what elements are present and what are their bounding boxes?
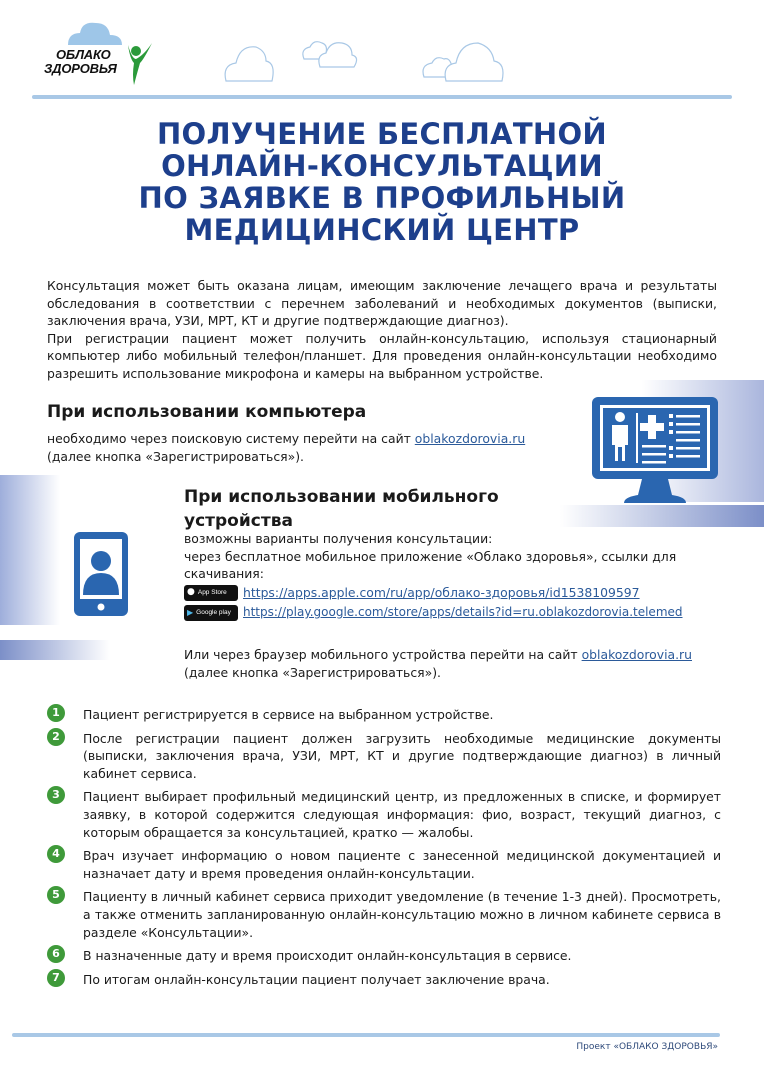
step-item (47, 730, 721, 783)
title-line: ПО ЗАЯВКЕ В ПРОФИЛЬНЫЙ (138, 181, 626, 215)
page-title (60, 118, 704, 246)
computer-text-before: необходимо через поисковую систему перейти на сайт (47, 431, 415, 446)
steps-list (47, 706, 721, 994)
cloud-icon (225, 47, 273, 81)
mobile-gradient (0, 475, 60, 625)
monitor-gradient-bar (560, 505, 764, 527)
mobile-heading: При использовании мобильного устройства (184, 487, 499, 531)
appstore-link[interactable]: https://apps.apple.com/ru/app/облако-здоровья/id1538109597 (243, 584, 640, 600)
googleplay-badge-label: Google play (196, 609, 231, 617)
bottom-divider (12, 1033, 720, 1037)
step-item (47, 706, 721, 724)
site-link[interactable]: oblakozdorovia.ru (414, 431, 526, 446)
logo-line-1: ОБЛАКО (56, 47, 111, 62)
mobile-gradient-bar (0, 640, 110, 660)
step-item (47, 888, 721, 941)
step-number-badge: 2 (47, 728, 65, 746)
clouds-decoration (220, 35, 730, 85)
footer-text: Проект «ОБЛАКО ЗДОРОВЬЯ» (576, 1042, 718, 1052)
apple-icon: ● (187, 586, 195, 597)
title-line: ПОЛУЧЕНИЕ БЕСПЛАТНОЙ (156, 117, 608, 151)
intro-paragraph-2: При регистрации пациент может получить онлайн-консультацию, используя стационарный компьютер либо мобильный телефон/планшет. Для проведения онлайн-консультации необходимо разрешить использование микрофона и камеры на выбранном устройстве. (47, 330, 717, 381)
logo-text (44, 48, 117, 76)
logo (40, 15, 160, 85)
intro-paragraph-1: Консультация может быть оказана лицам, имеющим заключение лечащего врача и результаты обследования в соответствии с перечнем заболеваний и необходимых документов (выписки, заключения врача, УЗИ, МРТ, КТ и другие подтверждающие диагноз). (47, 278, 717, 329)
googleplay-badge[interactable] (184, 605, 238, 621)
step-text: Пациент регистрируется в сервисе на выбранном устройстве. (83, 707, 494, 722)
intro-text (47, 277, 717, 383)
step-number-badge: 5 (47, 886, 65, 904)
step-number-badge: 7 (47, 969, 65, 987)
step-number-badge: 1 (47, 704, 65, 722)
googleplay-row (184, 603, 718, 623)
computer-text-after: (далее кнопка «Зарегистрироваться»). (47, 448, 304, 464)
cloud-icon (445, 43, 503, 81)
top-divider (32, 95, 732, 99)
appstore-badge[interactable] (184, 585, 238, 601)
mobile-site-link[interactable]: oblakozdorovia.ru (581, 647, 692, 662)
step-text: Врач изучает информацию о новом пациенте с занесенной медицинской документацией и назначает дату и время проведения онлайн-консультации. (83, 848, 721, 881)
appstore-row (184, 583, 718, 603)
step-number-badge: 3 (47, 786, 65, 804)
computer-text (47, 430, 587, 465)
step-number-badge: 4 (47, 845, 65, 863)
computer-heading: При использовании компьютера (47, 402, 367, 422)
title-line: ОНЛАЙН-КОНСУЛЬТАЦИИ (161, 149, 603, 183)
mobile-line-2: через бесплатное мобильное приложение «Облако здоровья», ссылки для скачивания: (184, 548, 677, 582)
step-text: Пациент выбирает профильный медицинский центр, из предложенных в списке, и формирует заявку, в которой содержится следующая информация: фио, возраст, текущий диагноз, с которым обращается за консультацией, кратко — жалобы. (83, 789, 721, 840)
step-item (47, 947, 721, 965)
step-text: По итогам онлайн-консультации пациент получает заключение врача. (83, 971, 550, 987)
mobile-user-icon (73, 531, 129, 617)
mobile-browser-text (184, 646, 724, 681)
step-text: В назначенные дату и время происходит онлайн-консультация в сервисе. (83, 948, 572, 964)
play-icon: ▶ (187, 607, 194, 617)
appstore-badge-label: App Store (197, 589, 227, 597)
browser-text-before: Или через браузер мобильного устройства перейти на сайт (184, 647, 582, 662)
step-text: Пациенту в личный кабинет сервиса приходит уведомление (в течение 1-3 дней). Просмотреть, а также отменить запланированную онлайн-консультацию можно в личном кабинете сервиса в разделе «Консультации». (83, 889, 721, 940)
step-item (47, 847, 721, 882)
browser-text-after: (далее кнопка «Зарегистрироваться»). (184, 664, 441, 680)
logo-line-2: ЗДОРОВЬЯ (44, 61, 117, 76)
step-item (47, 971, 721, 989)
mobile-line-1: возможны варианты получения консультации: (184, 531, 493, 546)
step-item (47, 788, 721, 841)
mobile-text (184, 530, 718, 623)
monitor-medical-record-icon (590, 395, 720, 507)
step-text: После регистрации пациент должен загрузить необходимые медицинские документы (выписки, заключения врача, УЗИ, МРТ, КТ и другие подтверждающие диагноз) в личный кабинет сервиса. (83, 730, 721, 781)
googleplay-link[interactable]: https://play.google.com/store/apps/details?id=ru.oblakozdorovia.telemed (243, 604, 683, 619)
title-line: МЕДИЦИНСКИЙ ЦЕНТР (184, 213, 580, 247)
step-number-badge: 6 (47, 945, 65, 963)
